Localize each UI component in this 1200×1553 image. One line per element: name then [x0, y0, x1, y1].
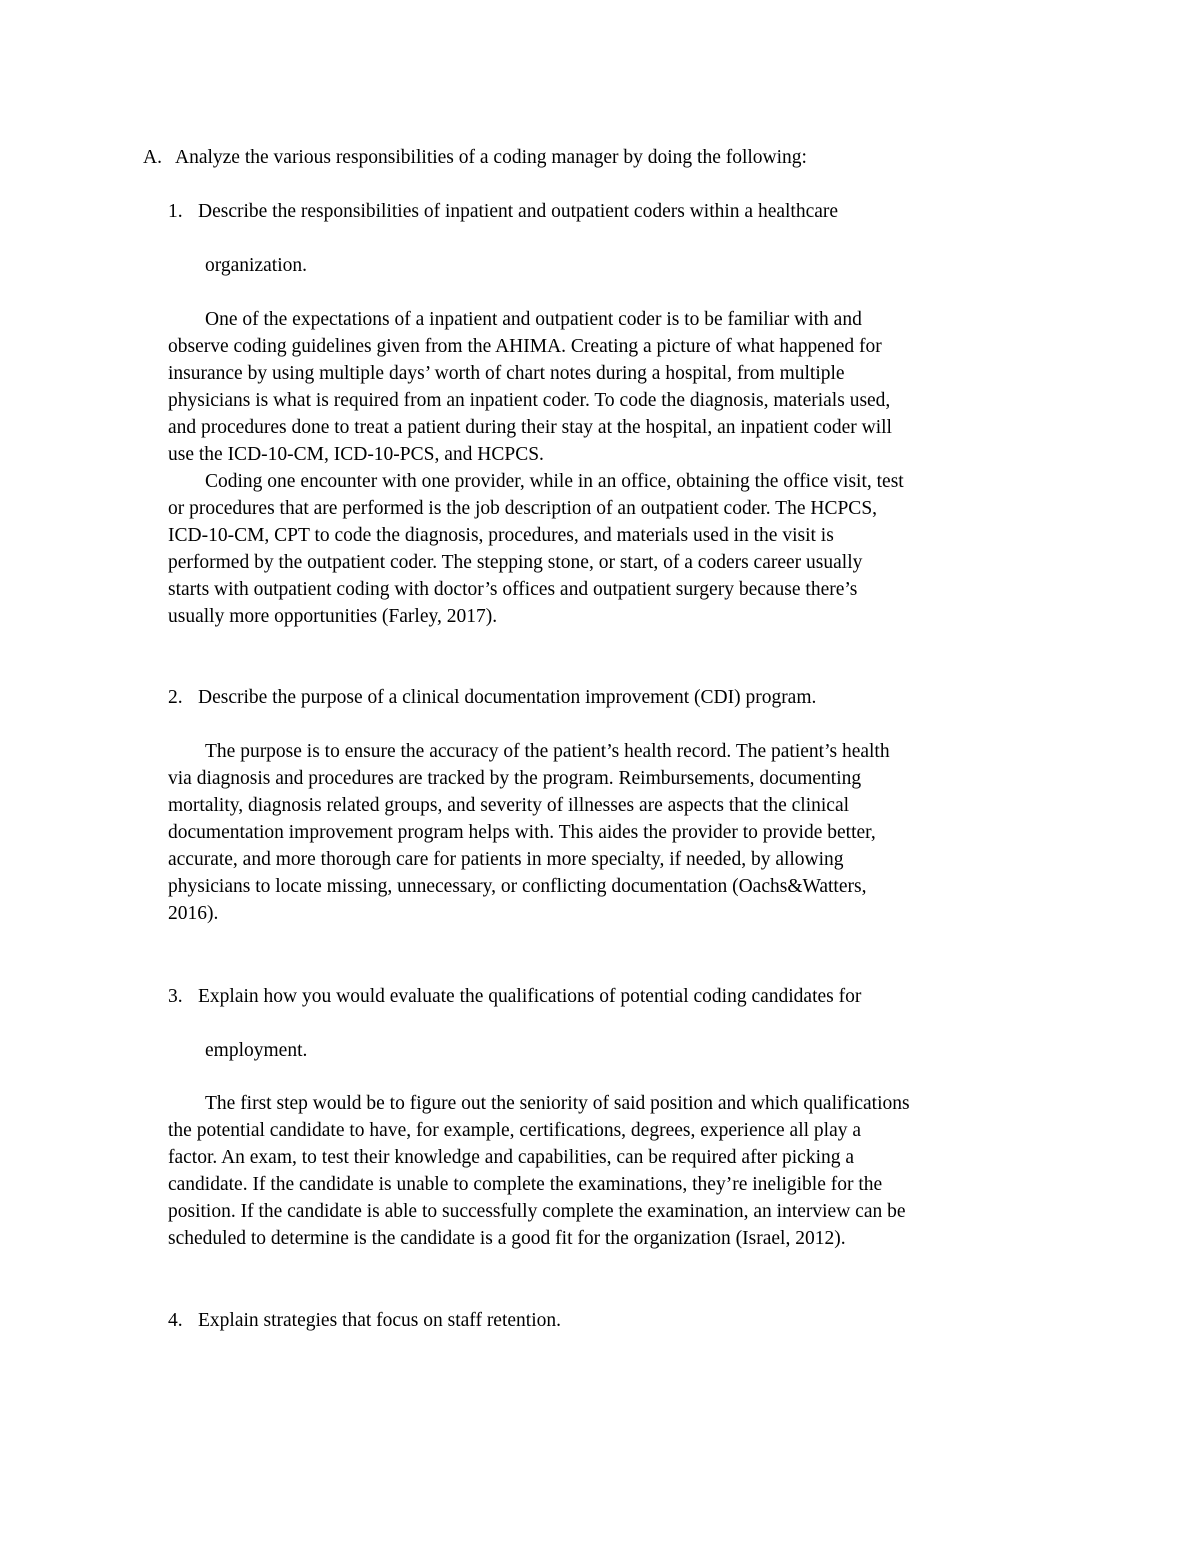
question-prompt-line: Explain strategies that focus on staff retention.	[198, 1310, 561, 1331]
answer-line: mortality, diagnosis related groups, and severity of illnesses are aspects that the clinical	[168, 795, 850, 816]
answer-line: 2016).	[168, 903, 219, 924]
question-prompt-line: Explain how you would evaluate the qualifications of potential coding candidates for	[198, 986, 862, 1007]
section-heading: Analyze the various responsibilities of a coding manager by doing the following:	[175, 147, 807, 168]
item-number: 1.	[168, 201, 183, 222]
answer-line: insurance by using multiple days’ worth of chart notes during a hospital, from multiple	[168, 363, 845, 384]
answer-line: Coding one encounter with one provider, while in an office, obtaining the office visit, test	[205, 471, 904, 492]
answer-line: The first step would be to figure out the seniority of said position and which qualifications	[205, 1093, 910, 1114]
answer-line: or procedures that are performed is the job description of an outpatient coder. The HCPCS,	[168, 498, 878, 519]
answer-line: candidate. If the candidate is unable to complete the examinations, they’re ineligible for the	[168, 1174, 883, 1195]
question-prompt-line: employment.	[205, 1040, 308, 1061]
item-number: 2.	[168, 687, 183, 708]
answer-line: documentation improvement program helps with. This aides the provider to provide better,	[168, 822, 876, 843]
answer-line: factor. An exam, to test their knowledge and capabilities, can be required after picking a	[168, 1147, 855, 1168]
question-prompt-line: Describe the purpose of a clinical documentation improvement (CDI) program.	[198, 687, 817, 708]
answer-line: physicians is what is required from an inpatient coder. To code the diagnosis, materials used,	[168, 390, 891, 411]
answer-line: physicians to locate missing, unnecessary, or conflicting documentation (Oachs&Watters,	[168, 876, 867, 897]
answer-line: performed by the outpatient coder. The stepping stone, or start, of a coders career usually	[168, 552, 863, 573]
section-label: A.	[143, 147, 162, 168]
answer-line: position. If the candidate is able to successfully complete the examination, an interview can be	[168, 1201, 906, 1222]
item-number: 4.	[168, 1310, 183, 1331]
answer-line: One of the expectations of a inpatient and outpatient coder is to be familiar with and	[205, 309, 862, 330]
answer-line: the potential candidate to have, for example, certifications, degrees, experience all play a	[168, 1120, 862, 1141]
question-prompt-line: organization.	[205, 255, 307, 276]
answer-line: via diagnosis and procedures are tracked by the program. Reimbursements, documenting	[168, 768, 862, 789]
answer-line: use the ICD-10-CM, ICD-10-PCS, and HCPCS.	[168, 444, 544, 465]
item-number: 3.	[168, 986, 183, 1007]
answer-line: observe coding guidelines given from the AHIMA. Creating a picture of what happened for	[168, 336, 882, 357]
answer-line: scheduled to determine is the candidate is a good fit for the organization (Israel, 2012).	[168, 1228, 846, 1249]
answer-line: ICD-10-CM, CPT to code the diagnosis, procedures, and materials used in the visit is	[168, 525, 834, 546]
answer-line: and procedures done to treat a patient during their stay at the hospital, an inpatient coder will	[168, 417, 892, 438]
answer-line: accurate, and more thorough care for patients in more specialty, if needed, by allowing	[168, 849, 844, 870]
answer-line: usually more opportunities (Farley, 2017).	[168, 606, 498, 627]
answer-line: The purpose is to ensure the accuracy of the patient’s health record. The patient’s health	[205, 741, 890, 762]
answer-line: starts with outpatient coding with doctor’s offices and outpatient surgery because there’s	[168, 579, 858, 600]
question-prompt-line: Describe the responsibilities of inpatient and outpatient coders within a healthcare	[198, 201, 839, 222]
